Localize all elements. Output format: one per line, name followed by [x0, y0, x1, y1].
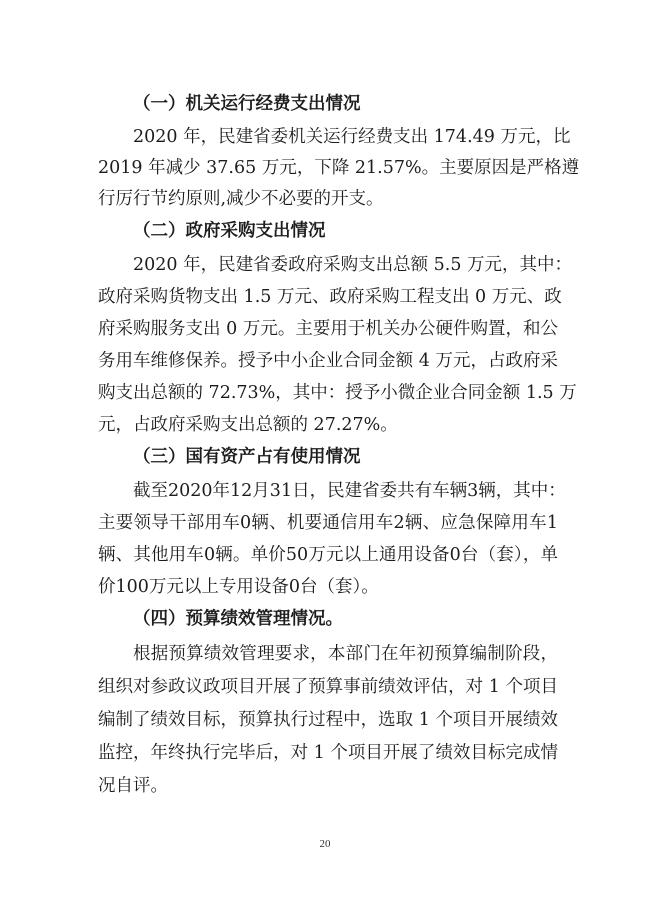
section-heading: （一）机关运行经费支出情况 [133, 94, 361, 114]
paragraph-line: 辆、其他用车0辆。单价50万元以上通用设备0台（套），单 [98, 545, 558, 565]
paragraph-line: 监控，年终执行完毕后，对 1 个项目开展了绩效目标完成情 [98, 743, 558, 763]
page-number: 20 [319, 838, 331, 850]
paragraph-line: 务用车维修保养。授予中小企业合同金额 4 万元，占政府采 [98, 351, 558, 371]
paragraph-line: 主要领导干部用车0辆、机要通信用车2辆、应急保障用车1 [98, 513, 558, 533]
paragraph-line: 府采购服务支出 0 万元。主要用于机关办公硬件购置，和公 [98, 319, 558, 339]
paragraph-line: 根据预算绩效管理要求，本部门在年初预算编制阶段， [133, 644, 558, 664]
paragraph-line: 2020 年，民建省委政府采购支出总额 5.5 万元，其中： [133, 255, 573, 275]
section-heading: （四）预算绩效管理情况。 [133, 609, 343, 629]
paragraph-line: 价100万元以上专用设备0台（套）。 [98, 577, 379, 597]
section-heading: （三）国有资产占有使用情况 [133, 447, 361, 467]
paragraph-line: 况自评。 [98, 776, 168, 796]
paragraph-line: 编制了绩效目标，预算执行过程中，选取 1 个项目开展绩效 [98, 710, 558, 730]
paragraph-line: 截至2020年12月31日，民建省委共有车辆3辆，其中： [133, 481, 566, 501]
paragraph-line: 2019 年减少 37.65 万元，下降 21.57%。主要原因是严格遵 [98, 158, 580, 178]
paragraph-line: 政府采购货物支出 1.5 万元、政府采购工程支出 0 万元、政 [98, 287, 562, 307]
paragraph-line: 组织对参政议政项目开展了预算事前绩效评估，对 1 个项目 [98, 677, 558, 697]
paragraph-line: 行厉行节约原则,减少不必要的开支。 [98, 189, 384, 209]
paragraph-line: 元，占政府采购支出总额的 27.27%。 [98, 415, 398, 435]
paragraph-line: 购支出总额的 72.73%，其中：授予小微企业合同金额 1.5 万 [98, 383, 577, 403]
paragraph-line: 2020 年，民建省委机关运行经费支出 174.49 万元，比 [133, 127, 571, 147]
section-heading: （二）政府采购支出情况 [133, 221, 326, 241]
